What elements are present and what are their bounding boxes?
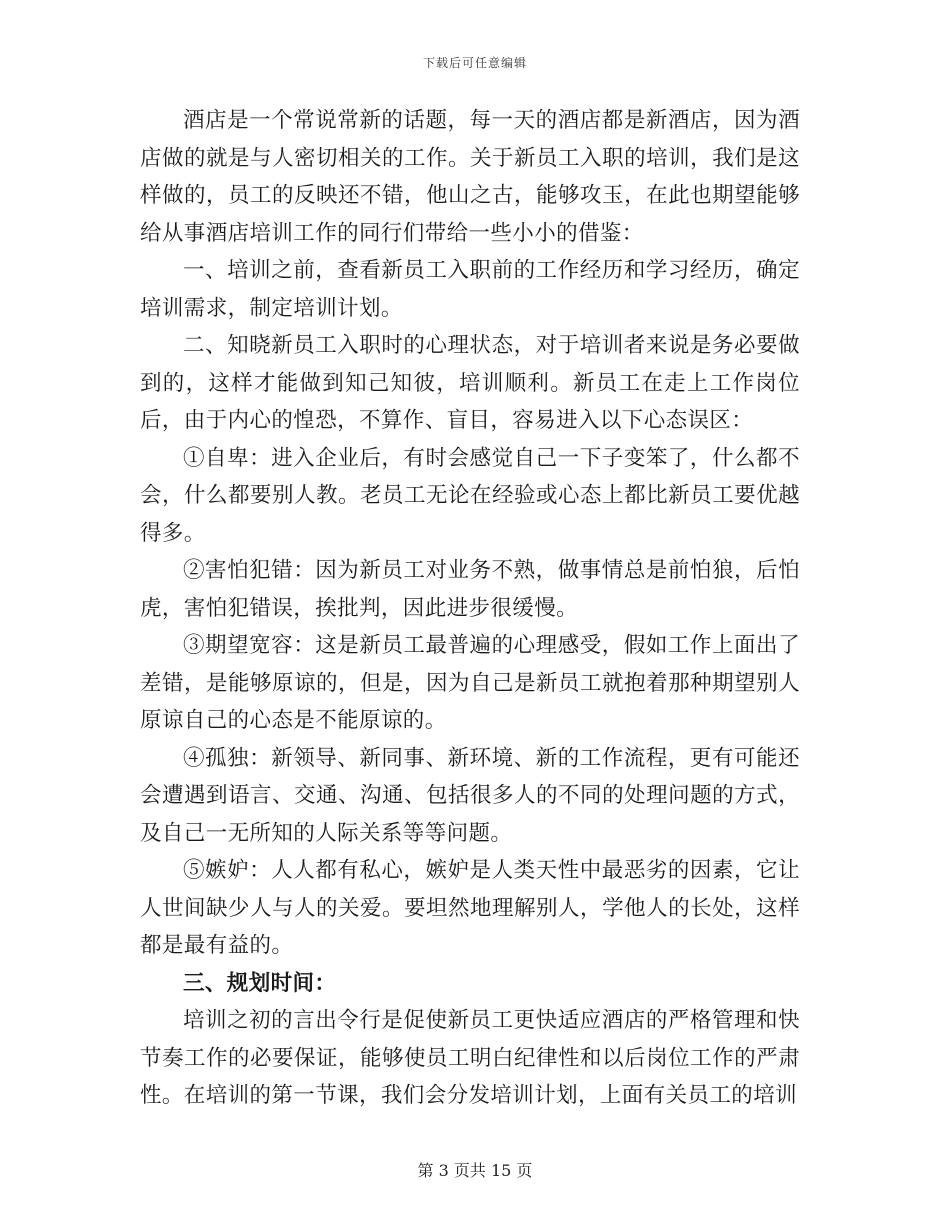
paragraph-section-1: 一、培训之前，查看新员工入职前的工作经历和学习经历，确定培训需求，制定培训计划。 bbox=[140, 258, 800, 321]
document-body bbox=[140, 102, 800, 1115]
paragraph-section-2: 二、知晓新员工入职时的心理状态，对于培训者来说是务必要做到的，这样才能做到知己知彼，培训顺利。新员工在走上工作岗位后，由于内心的惶恐，不算作、盲目，容易进入以下心态误区： bbox=[140, 333, 800, 433]
paragraph-item-2: ②害怕犯错：因为新员工对业务不熟，做事情总是前怕狼，后怕虎，害怕犯错误，挨批判，因此进步很缓慢。 bbox=[140, 558, 800, 621]
paragraph-item-1: ①自卑：进入企业后，有时会感觉自己一下子变笨了，什么都不会，什么都要别人教。老员工无论在经验或心态上都比新员工要优越得多。 bbox=[140, 445, 800, 546]
page-header: 下载后可任意编辑 bbox=[422, 56, 527, 70]
paragraph-item-5: ⑤嫉妒：人人都有私心，嫉妒是人类天性中最恶劣的因素，它让人世间缺少人与人的关爱。要坦然地理解别人，学他人的长处，这样都是最有益的。 bbox=[140, 858, 800, 958]
paragraph-section-3: 培训之初的言出令行是促使新员工更快适应酒店的严格管理和快节奏工作的必要保证，能够使员工明白纪律性和以后岗位工作的严肃性。在培训的第一节课，我们会分发培训计划，上面有关员工的培训 bbox=[140, 1008, 800, 1108]
paragraph-item-4: ④孤独：新领导、新同事、新环境、新的工作流程，更有可能还会遭遇到语言、交通、沟通、包括很多人的不同的处理问题的方式，及自己一无所知的人际关系等等问题。 bbox=[140, 745, 800, 846]
page-footer: 第 3 页共 15 页 bbox=[417, 1161, 533, 1180]
section-heading-3: 三、规划时间： bbox=[183, 970, 337, 996]
paragraph-item-3: ③期望宽容：这是新员工最普遍的心理感受，假如工作上面出了差错，是能够原谅的，但是，因为自己是新员工就抱着那种期望别人原谅自己的心态是不能原谅的。 bbox=[140, 633, 800, 733]
paragraph-intro: 酒店是一个常说常新的话题，每一天的酒店都是新酒店，因为酒店做的就是与人密切相关的工作。关于新员工入职的培训，我们是这样做的，员工的反映还不错，他山之古，能够攻玉，在此也期望能够给从事酒店培训工作的同行们带给一些小小的借鉴： bbox=[140, 108, 800, 246]
